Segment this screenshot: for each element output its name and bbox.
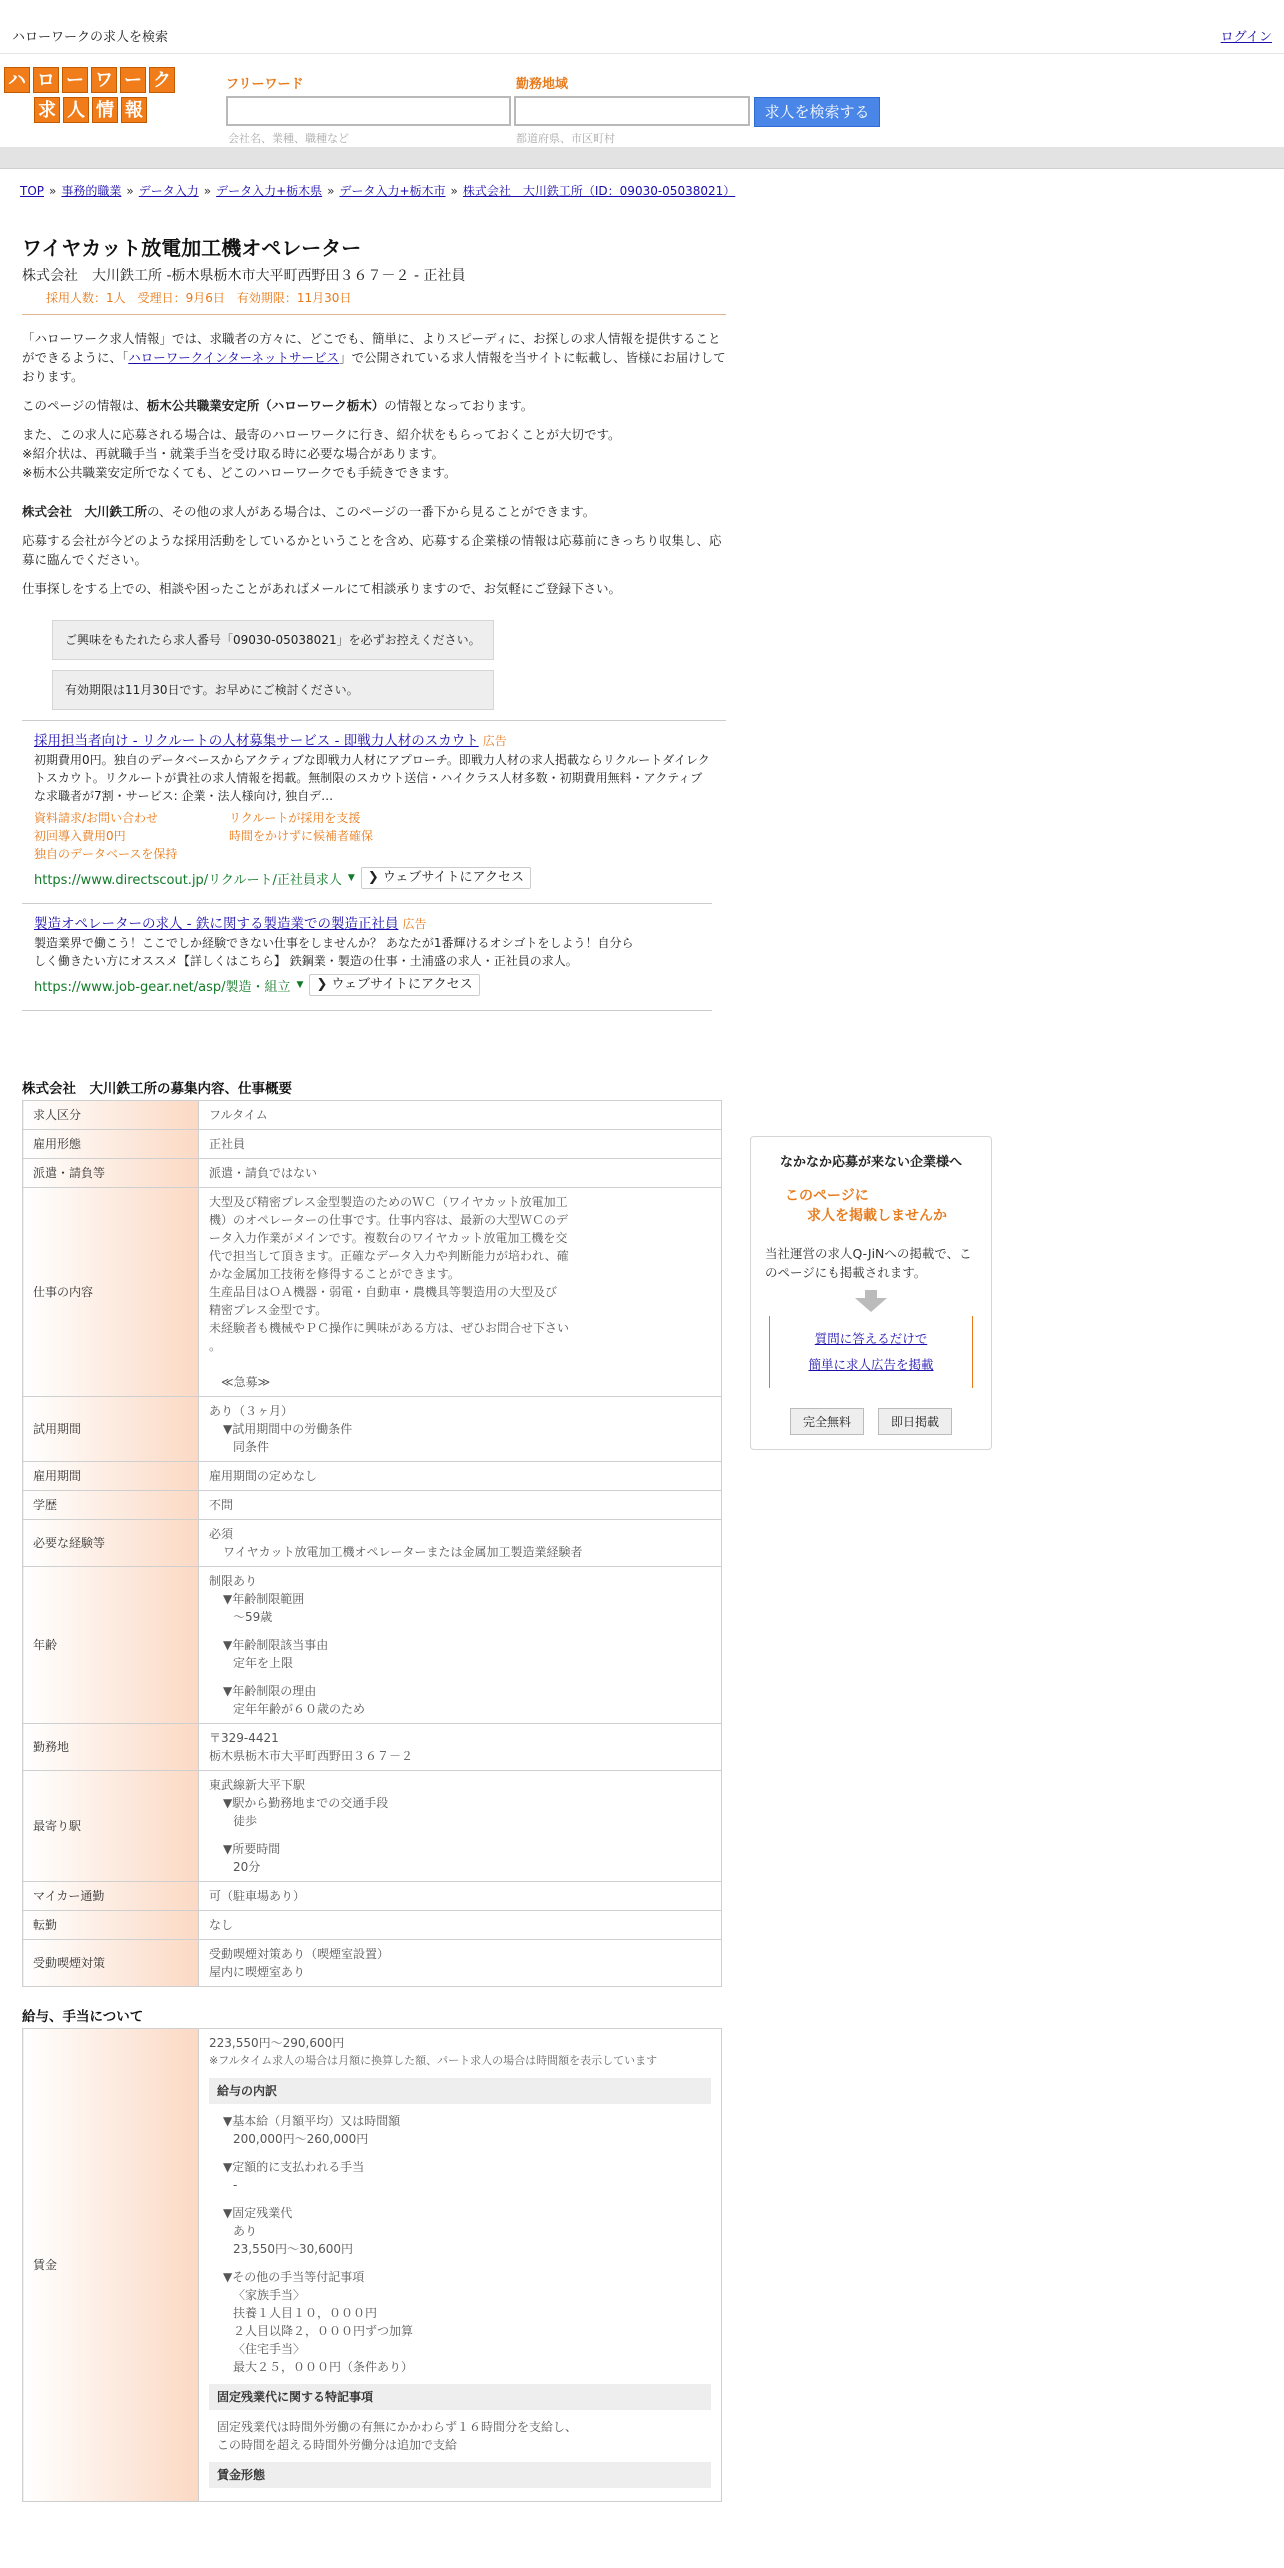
address: 栃木県栃木市大平町西野田３６７－２ <box>209 1749 414 1763</box>
ad-sitelink[interactable]: リクルートが採用を支援 <box>229 811 361 825</box>
ad-sitelink[interactable]: 独自のデータベースを保持 <box>34 847 178 861</box>
row-label: 転勤 <box>23 1911 199 1940</box>
row-label: 求人区分 <box>23 1101 199 1130</box>
row-value: 正社員 <box>199 1130 722 1159</box>
row-label: 雇用期間 <box>23 1462 199 1491</box>
value-line: 同条件 <box>233 1440 270 1454</box>
apply-advice: 応募する会社が今どのような採用活動をしているかということを含め、応募する企業様の情報は応募前にきっちり収集し、応募に臨んでください。 <box>22 533 722 567</box>
table-row <box>23 1771 722 1882</box>
value-line: 〈住宅手当〉 <box>233 2342 306 2356</box>
table-row <box>23 1567 722 1724</box>
breadcrumb-category[interactable]: 事務的職業 <box>61 184 122 198</box>
value-line: ▼試用期間中の労働条件 <box>223 1422 353 1436</box>
logo-char: ハ <box>4 67 30 93</box>
value-line: 定年を上限 <box>233 1656 294 1670</box>
advertise-headline: このページに <box>785 1188 869 1204</box>
value-line: ワイヤカット放電加工機オペレーターまたは金属加工製造業経験者 <box>223 1545 583 1559</box>
referral-line: ※紹介状は、再就職手当・就業手当を受け取る時に必要な場合があります。 <box>22 446 444 461</box>
value-line: あり（３ヶ月） <box>209 1404 294 1418</box>
advertise-text: 当社運営の求人Q-JiNへの掲載で、このページにも掲載されます。 <box>765 1246 972 1280</box>
value-line: ▼定額的に支払われる手当 <box>223 2160 365 2174</box>
logo-char: 求 <box>34 97 60 123</box>
referral-line: ※栃木公共職業安定所でなくても、どこのハローワークでも手続きできます。 <box>22 465 457 480</box>
freeword-hint: 会社名、業種、職種など <box>228 132 349 145</box>
logo-char: ワ <box>91 67 117 93</box>
value-line: あり <box>233 2224 258 2238</box>
logo-char: ク <box>149 67 175 93</box>
value-line: ▼基本給（月額平均）又は時間額 <box>223 2114 401 2128</box>
value-line: 定年年齢が６０歳のため <box>233 1702 366 1716</box>
freeword-label: フリーワード <box>226 77 304 92</box>
row-value: 派遣・請負ではない <box>199 1159 722 1188</box>
ad-badge: 広告 <box>482 734 507 748</box>
intro-text: 「ハローワーク求人情報」では、求職者の方々に、どこでも、簡単に、よりスピーディに、お探しの求人情報を提供することができるように、「 <box>22 331 721 365</box>
value-line: - <box>233 2178 238 2192</box>
ad-sitelink[interactable]: 初回導入費用0円 <box>34 829 126 843</box>
logo-char: ー <box>120 67 146 93</box>
value-line: 23,550円〜30,600円 <box>233 2242 353 2256</box>
hellowork-service-link[interactable]: ハローワークインターネットサービス <box>128 350 340 365</box>
table-row <box>23 1101 722 1130</box>
advertise-title: なかなか応募が来ない企業様へ <box>779 1155 962 1170</box>
ad-url[interactable]: https://www.job-gear.net/asp/製造・組立 <box>34 979 291 995</box>
consult-text: 仕事探しをする上での、相談や困ったことがあればメールにて相談承りますので、お気軽にご登録下さい。 <box>22 581 622 596</box>
value-line: ▼その他の手当等付記事項 <box>223 2270 365 2284</box>
row-value <box>199 1940 722 1987</box>
salary-note: ※フルタイム求人の場合は月額に換算した額、パート求人の場合は時間額を表示しています <box>209 2054 658 2067</box>
logo-char: 情 <box>92 97 118 123</box>
job-description-line: かな金属加工技術を修得することができます。 <box>209 1267 461 1281</box>
ad-sitelinks <box>34 809 712 863</box>
salary-range: 223,550円〜290,600円 <box>209 2036 345 2050</box>
source-text: の情報となっております。 <box>384 398 534 413</box>
logo-char: ロ <box>33 67 59 93</box>
urgent-label: ≪急募≫ <box>209 1375 271 1389</box>
table-row <box>23 2029 722 2502</box>
area-hint: 都道府県、市区町村 <box>516 132 615 145</box>
area-input[interactable] <box>514 96 750 126</box>
visit-label: ウェブサイトにアクセス <box>382 870 525 885</box>
logo-char: 人 <box>63 97 89 123</box>
source-paragraph <box>22 396 726 415</box>
top-bar <box>0 0 1284 54</box>
wage-form-heading: 賃金形態 <box>209 2462 711 2488</box>
source-text: このページの情報は、 <box>22 398 147 413</box>
row-label: マイカー通勤 <box>23 1882 199 1911</box>
salary-table <box>22 2028 722 2502</box>
expiry-notice: 有効期限は11月30日です。お早めにご検討ください。 <box>52 670 494 710</box>
source-office: 栃木公共職業安定所（ハローワーク栃木） <box>146 398 385 413</box>
value-line: 制限あり <box>209 1574 258 1588</box>
row-label: 年齢 <box>23 1567 199 1724</box>
freeword-input[interactable] <box>226 96 511 126</box>
ad-sitelink[interactable]: 時間をかけずに候補者確保 <box>229 829 374 843</box>
other-jobs-paragraph <box>22 502 726 521</box>
value-line: 固定残業代は時間外労働の有無にかかわらず１６時間分を支給し、 <box>217 2420 578 2434</box>
advertise-badges <box>759 1408 983 1435</box>
table-row <box>23 1940 722 1987</box>
table-row <box>23 1397 722 1462</box>
row-value <box>199 1567 722 1724</box>
value-line: ▼所要時間 <box>223 1842 281 1856</box>
value-line: 東武線新大平下駅 <box>209 1778 306 1792</box>
other-jobs-text: の、その他の求人がある場合は、このページの一番下から見ることができます。 <box>147 504 596 519</box>
row-label: 試用期間 <box>23 1397 199 1462</box>
breadcrumb-top[interactable]: TOP <box>20 184 45 198</box>
ad-description: 初期費用0円。独自のデータベースからアクティブな即戦力人材にアプローチ。即戦力人材の求人掲載ならリクルートダイレクトスカウト。リクルートが貴社の求人情報を掲載。無制限のスカウト送信・ハイクラス人材多数・初期費用無料・アクティブな求職者が7割・サービス: 企業・法人様向け, 独自デ… <box>34 753 710 803</box>
table-row <box>23 1159 722 1188</box>
value-line: 最大２５，０００円（条件あり） <box>233 2360 414 2374</box>
ad-url[interactable]: https://www.directscout.jp/リクルート/正社員求人 <box>34 872 342 888</box>
row-label: 仕事の内容 <box>23 1188 199 1397</box>
breadcrumb-prefecture[interactable]: データ入力+栃木県 <box>216 184 323 198</box>
ad-description: 製造業界で働こう！ここでしか経験できない仕事をしませんか？ あなたが1番輝けるオシゴトをしよう！自分らしく働きたい方にオススメ【詳しくはこちら】 鉄鋼業・製造の仕事・土浦盛の求人・正社員の求人。 <box>34 936 634 968</box>
same-day-badge[interactable]: 即日掲載 <box>878 1408 952 1435</box>
row-value: 不問 <box>199 1491 722 1520</box>
caret-down-icon[interactable]: ▼ <box>296 980 304 990</box>
row-value <box>199 1188 722 1397</box>
intro-text: 」で公開されている求人情報を当サイトに転載し、皆様にお届けしております。 <box>22 350 726 384</box>
header-divider <box>0 147 1284 169</box>
job-description-line: 大型及び精密プレス金型製造のためのＷＣ（ワイヤカット放電加工 <box>209 1195 568 1209</box>
value-line: 〜59歳 <box>233 1610 273 1624</box>
table-row <box>23 1188 722 1397</box>
row-label: 最寄り駅 <box>23 1771 199 1882</box>
job-number-notice: ご興味をもたれたら求人番号「09030-05038021」を必ずお控えください。 <box>52 620 494 660</box>
table-row <box>23 1491 722 1520</box>
breadcrumb-city[interactable]: データ入力+栃木市 <box>339 184 446 198</box>
value-line: 屋内に喫煙室あり <box>209 1965 306 1979</box>
row-label: 受動喫煙対策 <box>23 1940 199 1987</box>
job-description-line: 生産品目はＯＡ機器・弱電・自動車・農機具等製造用の大型及び <box>209 1285 558 1299</box>
intro-paragraph <box>22 329 726 386</box>
visit-label: ウェブサイトにアクセス <box>331 977 473 992</box>
job-description-line: 機）のオペレーターの仕事です。仕事内容は、最新の大型ＷＣのデ <box>209 1213 569 1227</box>
value-line: 受動喫煙対策あり（喫煙室設置） <box>209 1947 390 1961</box>
ad-sitelink[interactable]: 資料請求/お問い合わせ <box>34 811 159 825</box>
fixed-overtime-heading: 固定残業代に関する特記事項 <box>209 2384 711 2410</box>
value-line: 20分 <box>233 1860 261 1874</box>
value-line: 200,000円〜260,000円 <box>233 2132 369 2146</box>
ad-url-row <box>34 867 712 889</box>
breadcrumb-job-type[interactable]: データ入力 <box>138 184 199 198</box>
advertise-link[interactable]: 質問に答えるだけで <box>814 1331 928 1346</box>
ad-title-link[interactable]: 採用担当者向け - リクルートの人材募集サービス - 即戦力人材のスカウト <box>34 733 479 749</box>
advertise-headline: 求人を掲載しませんか <box>807 1208 947 1224</box>
ad-unit <box>22 912 712 996</box>
login-link[interactable]: ログイン <box>1220 30 1272 45</box>
chevron-right-icon: ❯ <box>316 977 332 992</box>
ad-divider <box>22 903 712 904</box>
breadcrumb-separator: » <box>49 184 57 198</box>
value-line: 〈家族手当〉 <box>233 2288 306 2302</box>
value-line: 必須 <box>209 1527 234 1541</box>
advertise-links <box>769 1316 973 1388</box>
row-value <box>199 1771 722 1882</box>
row-label: 派遣・請負等 <box>23 1159 199 1188</box>
row-label: 学歴 <box>23 1491 199 1520</box>
row-label: 賃金 <box>23 2029 199 2502</box>
value-line: この時間を超える時間外労働分は追加で支給 <box>217 2438 458 2452</box>
visit-website-button[interactable] <box>309 974 479 996</box>
value-line: 扶養１人目１０，０００円 <box>233 2306 378 2320</box>
row-value: なし <box>199 1911 722 1940</box>
job-description-line: 。 <box>209 1339 222 1353</box>
job-info: 採用人数：1人 受理日：9月6日 有効期限：11月30日 <box>22 289 726 315</box>
table-row <box>23 1911 722 1940</box>
value-line: ▼固定残業代 <box>223 2206 293 2220</box>
table-row <box>23 1520 722 1567</box>
row-value: 雇用期間の定めなし <box>199 1462 722 1491</box>
arrow-down-icon <box>865 1290 877 1298</box>
value-line: ▼年齢制限該当事由 <box>223 1638 329 1652</box>
breadcrumb-separator: » <box>203 184 212 198</box>
ad-divider <box>22 1010 712 1011</box>
referral-paragraph <box>22 425 726 482</box>
row-label: 雇用形態 <box>23 1130 199 1159</box>
ad-unit <box>22 729 712 889</box>
row-value: 可（駐車場あり） <box>199 1882 722 1911</box>
value-line: ▼年齢制限範囲 <box>223 1592 305 1606</box>
caret-down-icon[interactable]: ▼ <box>347 873 355 883</box>
visit-website-button[interactable] <box>361 867 531 889</box>
breadcrumb-company[interactable]: 株式会社 大川鉄工所（ID：09030-05038021） <box>462 184 736 198</box>
postal-code: 〒329-4421 <box>209 1731 279 1745</box>
breadcrumb <box>20 182 735 199</box>
table-row <box>23 1724 722 1771</box>
ad-divider <box>22 720 726 721</box>
salary-title: 給与、手当について <box>22 2009 144 2025</box>
main-content <box>22 232 726 2502</box>
job-description-line: 未経験者も機械やＰＣ操作に興味がある方は、ぜひお問合せ下さい <box>209 1321 570 1335</box>
logo-char: 報 <box>121 97 147 123</box>
search-button[interactable]: 求人を検索する <box>754 97 880 127</box>
search-band <box>0 55 1284 147</box>
line-gap <box>209 1355 711 1373</box>
row-value <box>199 1520 722 1567</box>
value-line: ▼駅から勤務地までの交通手段 <box>223 1796 389 1810</box>
job-description-line: 精密プレス金型です。 <box>209 1303 328 1317</box>
job-subline: 株式会社 大川鉄工所 -栃木県栃木市大平町西野田３６７－２ - 正社員 <box>22 268 466 284</box>
table-row <box>23 1462 722 1491</box>
table-row <box>23 1882 722 1911</box>
ad-badge: 広告 <box>402 917 427 931</box>
overview-title: 株式会社 大川鉄工所の募集内容、仕事概要 <box>22 1081 292 1097</box>
chevron-right-icon: ❯ <box>367 870 383 885</box>
breadcrumb-separator: » <box>327 184 335 198</box>
row-value <box>199 1724 722 1771</box>
ad-url-row <box>34 974 712 996</box>
breadcrumb-separator: » <box>126 184 134 198</box>
row-value: フルタイム <box>199 1101 722 1130</box>
row-label: 必要な経験等 <box>23 1520 199 1567</box>
spacer <box>22 1019 726 1077</box>
area-label: 勤務地域 <box>516 77 569 92</box>
job-description-line: 代で担当して頂きます。正確なデータ入力や判断能力が培われ、確 <box>209 1249 569 1263</box>
row-value <box>199 2029 722 2502</box>
referral-line: また、この求人に応募される場合は、最寄のハローワークに行き、紹介状をもらっておくことが大切です。 <box>22 427 621 442</box>
advertise-box <box>750 1136 992 1450</box>
ad-title-link[interactable]: 製造オペレーターの求人 - 鉄に関する製造業での製造正社員 <box>34 916 399 932</box>
breadcrumb-separator: » <box>450 184 458 198</box>
advertise-link[interactable]: 簡単に求人広告を掲載 <box>808 1357 934 1372</box>
site-logo[interactable] <box>4 67 182 127</box>
value-line: ▼年齢制限の理由 <box>223 1684 317 1698</box>
company-name: 株式会社 大川鉄工所 <box>22 504 148 519</box>
row-value <box>199 1397 722 1462</box>
breakdown-heading: 給与の内訳 <box>209 2078 711 2104</box>
row-label: 勤務地 <box>23 1724 199 1771</box>
logo-char: ー <box>62 67 88 93</box>
value-line: ２人目以降２，０００円ずつ加算 <box>233 2324 414 2338</box>
value-line: 徒歩 <box>233 1814 258 1828</box>
job-description-line: ータ入力作業がメインです。複数台のワイヤカット放電加工機を交 <box>209 1231 568 1245</box>
table-row <box>23 1130 722 1159</box>
free-badge[interactable]: 完全無料 <box>790 1408 864 1435</box>
job-title: ワイヤカット放電加工機オペレーター <box>22 236 362 260</box>
job-overview-table <box>22 1100 722 1987</box>
arrow-down-icon <box>855 1298 887 1312</box>
site-title: ハローワークの求人を検索 <box>12 30 169 45</box>
